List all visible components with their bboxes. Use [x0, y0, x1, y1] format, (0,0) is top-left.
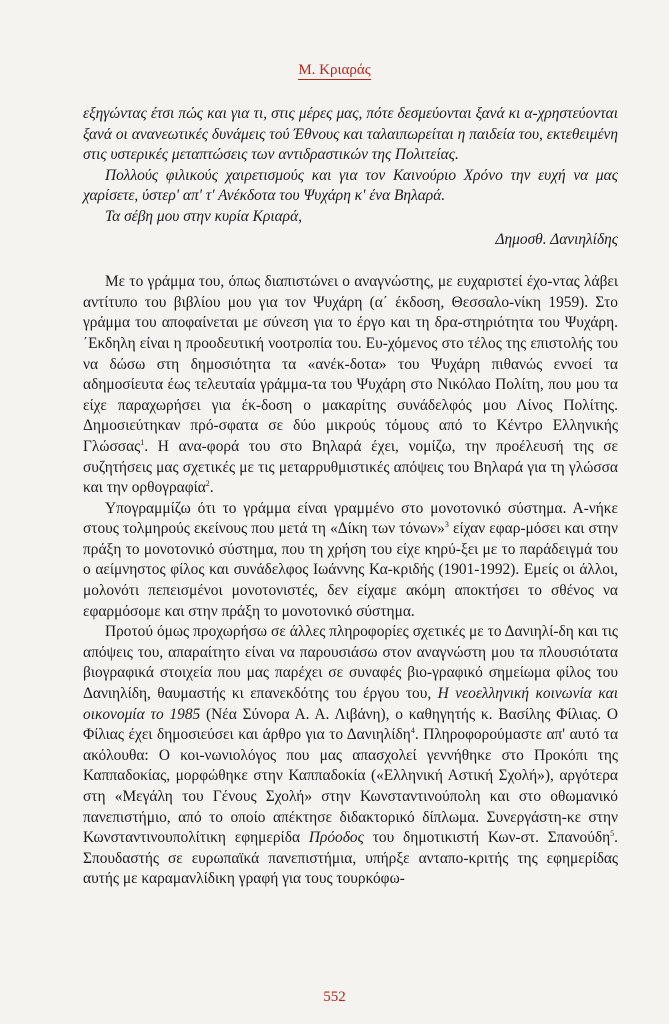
paragraph-2-text-b: είχαν εφαρ-μόσει και στην πράξη το μονοτονικό σύστημα, που τη χρήση του είχε κηρύ-ξει με το παράδειγμά του ο αείμνηστος φίλος και συνάδελφος Ιωάννης Κα-κριδής (1901-1992). Εμείς οι άλλοι, μολονότι πεπεισμένοι μονοτονιστές, δεν είχαμε ακόμη αποκτήσει το σθένος να εφαρμόσομε και στην πράξη το μονοτονικό σύστημα. — [83, 520, 618, 620]
paragraph-1-text-a: Με το γράμμα του, όπως διαπιστώνει ο αναγνώστης, με ευχαριστεί έχο-ντας λάβει αντίτυπο του βιβλίου μου για τον Ψυχάρη (α΄ έκδοση, Θεσσαλο-νίκη 1959). Στο γράμμα του αποφαίνεται με σύνεση για το έργο και τη δρα-στηριότητα του Ψυχάρη. ΄Εκδηλη είναι η προοδευτική νοοτροπία του. Ευ-χόμενος στο τέλος της επιστολής του να δώσω στη δημοσιότητα τα «ανέκ-δοτα» του Ψυχάρη πιθανώς εννοεί τα αδημοσίευτα έως τελευταία γράμμα-τα του Ψυχάρη στο Νικόλαο Πολίτη, που μου τα είχε παραχωρήσει για έκ-δοση ο μακαρίτης συνάδελφός μου Λίνος Πολίτης. Δημοσιεύτηκαν πρό-σφατα σε δύο μικρούς τόμους από το Κέντρο Ελληνικής Γλώσσας — [83, 273, 618, 455]
paragraph-2-text-a: Υπογραμμίζω ότι το γράμμα είναι γραμμένο στο μονοτονικό σύστημα. Α-νήκε στους τολμηρούς εκείνους που μετά τη «Δίκη των τόνων» — [83, 499, 618, 538]
paragraph-3-text-a: Προτού όμως προχωρήσω σε άλλες πληροφορίες σχετικές με το Δανιηλί-δη και τις απόψεις του, απαραίτητο είναι να παρουσιάσω στον αναγνώστη μου τα πλουσιότατα βιογραφικά στοιχεία που μας παρέχει σε συναφές βιο-γραφικό σημείωμα φίλος του Δανιηλίδη, θαυμαστής κι επανεκδότης του έργου του, — [83, 623, 618, 703]
paragraph-3-text-b: (Νέα Σύνορα Α. Α. Λιβάνη), ο καθηγητής κ. Βασίλης Φίλιας. Ο Φίλιας έχει δημοσιεύσει και άρθρο για το Δανιηλίδη — [83, 705, 618, 744]
footnote-marker-3: 3 — [444, 520, 449, 530]
letter-paragraph-3: Τα σέβη μου στην κυρία Κριαρά, — [105, 207, 302, 225]
footnote-marker-2: 2 — [205, 478, 210, 488]
paragraph-1 — [83, 272, 618, 499]
footnote-marker-4: 4 — [410, 726, 415, 736]
running-header — [0, 62, 669, 79]
paragraph-2 — [83, 499, 618, 623]
newspaper-title: Πρόοδος — [308, 829, 364, 847]
letter-excerpt — [83, 104, 618, 250]
footnote-marker-5: 5 — [610, 829, 615, 839]
main-text — [83, 272, 618, 890]
letter-paragraph-1: εξηγώντας έτσι πώς και για τι, στις μέρες μας, πότε δεσμεύονται ξανά κι α-χρηστεύονται ξανά οι ανανεωτικές δυνάμεις τού Έθνους και ταλαιπωρείται η παιδεία του, εκτεθειμένη στις υστερικές μεταπτώσεις των αντιδραστικών της Πολιτείας. — [83, 105, 618, 164]
book-title: Η νεοελληνική κοινωνία και οικονομία το 1985 — [83, 685, 618, 723]
paragraph-3-text-d: του δημοτικιστή Κων-στ. Σπανούδη — [363, 829, 611, 847]
paragraph-3 — [83, 622, 618, 890]
footnote-marker-1: 1 — [140, 437, 145, 447]
letter-paragraph-2: Πολλούς φιλικούς χαιρετισμούς και για τον Καινούριο Χρόνο την ευχή να μας χαρίσετε, ύστερ' απ' τ' Ανέκδοτα του Ψυχάρη κ' ένα Βηλαρά. — [83, 166, 618, 205]
page-number: 552 — [323, 989, 346, 1005]
running-title: Μ. Κριαράς — [298, 62, 371, 78]
paragraph-1-text-b: . Η ανα-φορά του στο Βηλαρά έχει, νομίζω, την προέλευσή της σε συζητήσεις μας σχετικές με τις μεταρρυθμιστικές απόψεις του Βηλαρά για τη γλώσσα και την ορθογραφία — [83, 437, 618, 497]
paragraph-1-text-c: . — [209, 479, 214, 497]
page-body — [83, 104, 618, 890]
paragraph-3-text-c: . Πληροφορούμαστε απ' αυτό τα ακόλουθα: Ο κοι-νωνιολόγος που μας απασχολεί γεννήθηκε στο Προκόπι της Καππαδοκίας, μορφώθηκε στην Καππαδοκία («Ελληνική Αστική Σχολή»), αργότερα στη «Μεγάλη του Γένους Σχολή» στην Κωνσταντινούπολη και στο οθωμανικό πανεπιστήμιο, από το οποίο απέκτησε διδακτορικό δίπλωμα. Συνεργάστη-κε στην Κωνσταντινουπολίτικη εφημερίδα — [83, 726, 619, 847]
letter-signature: Δημοσθ. Δανιηλίδης — [495, 230, 618, 248]
paragraph-3-text-e: . Σπουδαστής σε ευρωπαϊκά πανεπιστήμια, υπήρξε ανταπο-κριτής της εφημερίδας αυτής με καραμανλίδικη γραφή για τους τουρκόφω- — [83, 829, 619, 888]
